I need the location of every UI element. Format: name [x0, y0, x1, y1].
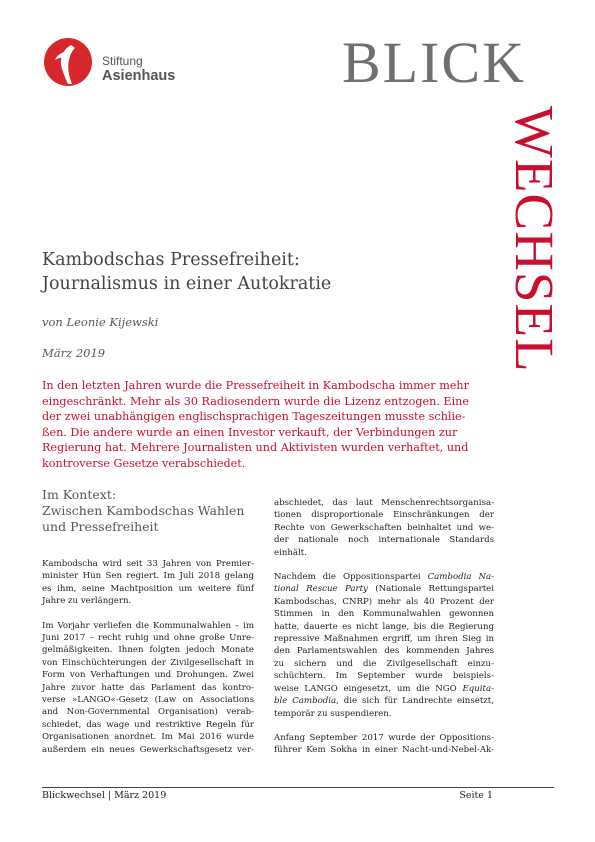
- body-column-left: [42, 558, 254, 768]
- text-line: es ihm, seine Machtposition um weitere fünf: [42, 583, 254, 594]
- title-line-1: Kambodschas Pressefreiheit:: [42, 250, 300, 270]
- masthead-blick: BLICK: [342, 30, 526, 95]
- text-line: Anfang September 2017 wurde der Oppositions-: [274, 732, 494, 743]
- text-line: abschiedet, das laut Menschenrechtsorganisa-: [274, 498, 494, 508]
- logo: [42, 36, 202, 88]
- intro-line: der zwei unabhängigen englischsprachigen Tageszeitungen musste schlie-: [42, 410, 466, 424]
- text-line: [274, 683, 494, 695]
- text-line: einhält.: [274, 547, 307, 558]
- text-line: [274, 670, 494, 682]
- paragraph: [42, 558, 254, 608]
- text-segment: schüchtern. Im September wurde beispiels-: [274, 671, 494, 682]
- article-title: [42, 248, 331, 296]
- context-line: und Pressefreiheit: [42, 519, 159, 534]
- italic-text: ble Cambodia: [274, 696, 337, 707]
- title-line-2: Journalismus in einer Autokratie: [42, 274, 332, 294]
- paragraph: [274, 571, 494, 720]
- text-line: [274, 633, 494, 645]
- text-segment: temporär zu suspendieren.: [274, 708, 392, 719]
- italic-text: Cambodia Na-: [427, 572, 494, 583]
- text-segment: Nachdem die Oppositionspartei: [274, 572, 428, 583]
- text-line: Form von Verhaftungen und Drohungen. Zwei: [42, 670, 254, 681]
- text-line: [274, 645, 494, 657]
- text-segment: den Parlamentswahlen des kommenden Jahres: [274, 646, 494, 657]
- footer-publication: Blickwechsel | März 2019: [42, 790, 167, 801]
- intro-line: In den letzten Jahren wurde die Pressefreiheit in Kambodscha immer mehr: [42, 379, 469, 392]
- text-line: führer Kem Sokha in einer Nacht-und-Nebel-Ak-: [274, 745, 494, 756]
- text-line: Organisationen anordnet. Im Mai 2016 wurde: [42, 732, 254, 743]
- publication-date: März 2019: [42, 346, 106, 360]
- text-line: gelmäßigkeiten. Ihnen folgten jedoch Monate: [42, 645, 254, 656]
- text-line: [274, 621, 494, 633]
- logo-text-stiftung: Stiftung: [102, 54, 143, 68]
- author: von Leonie Kijewski: [42, 315, 159, 329]
- paragraph: [274, 732, 494, 757]
- text-line: Kambodscha wird seit 33 Jahren von Premier-: [42, 559, 254, 569]
- text-line: der nationale noch internationale Standards: [274, 535, 494, 546]
- context-line: Zwischen Kambodschas Wahlen: [42, 503, 245, 518]
- text-line: and Non-Governmental Organisation) verab-: [42, 707, 254, 718]
- text-line: [274, 708, 494, 720]
- intro-paragraph: [42, 378, 554, 472]
- text-segment: weise LANGO eingesetzt, um die NGO: [274, 683, 463, 694]
- paragraph: [42, 620, 254, 756]
- text-line: Rechte von Gewerkschaften beinhaltet und we-: [274, 522, 494, 533]
- text-line: [274, 608, 494, 620]
- text-line: Juni 2017 – recht ruhig und ohne große Unre-: [42, 633, 254, 644]
- stiftung-asienhaus-logo-icon: [42, 36, 94, 88]
- context-line: Im Kontext:: [42, 487, 117, 502]
- text-line: [274, 658, 494, 670]
- text-line: [274, 571, 494, 583]
- text-line: Im Vorjahr verliefen die Kommunalwahlen – im: [42, 620, 254, 631]
- text-segment: repressive Maßnahmen ergriff, um ihren Sieg in: [274, 634, 494, 645]
- intro-line: kontroverse Gesetze verabschiedet.: [42, 456, 246, 470]
- text-line: [274, 583, 494, 595]
- text-line: schiedet, das wage und restriktive Regeln für: [42, 719, 254, 730]
- text-line: außerdem ein neues Gewerkschaftsgesetz ver-: [42, 744, 254, 755]
- text-line: minister Hun Sen regiert. Im Juli 2018 gelang: [42, 571, 254, 582]
- text-segment: Stimmen in den Kommunalwahlen gewonnen: [274, 609, 494, 620]
- text-segment: Kambodschas, CNRP) mehr als 40 Prozent der: [274, 596, 494, 607]
- footer-divider: [42, 787, 554, 788]
- text-line: von Einschüchterungen der Zivilgesellschaft in: [42, 657, 254, 668]
- text-segment: hatte, dauerte es nicht lange, bis die Regierung: [274, 621, 494, 632]
- text-segment: , die sich für Landrechte einsetzt,: [336, 696, 494, 707]
- text-line: verse »LANGO«-Gesetz (Law on Associations: [42, 695, 254, 706]
- intro-line: Regierung hat. Mehrere Journalisten und Aktivisten wurden verhaftet, und: [42, 441, 469, 455]
- italic-text: Equita-: [462, 683, 494, 694]
- italic-text: tional Rescue Party: [274, 584, 368, 595]
- intro-line: eingeschränkt. Mehr als 30 Radiosendern wurde die Lizenz entzogen. Eine: [42, 394, 469, 408]
- text-line: Jahre zu verlängern.: [42, 596, 132, 607]
- body-column-right: [274, 497, 494, 769]
- text-line: Jahre zuvor hatte das Parlament das kontro-: [42, 682, 254, 693]
- text-line: [274, 596, 494, 608]
- text-segment: (Nationale Rettungspartei: [367, 584, 494, 595]
- text-segment: zu sichern und die Zivilgesellschaft einzu-: [274, 658, 494, 669]
- intro-line: ßen. Die andere wurde an einen Investor verkauft, der Verbindungen zur: [42, 425, 458, 439]
- text-line: [274, 695, 494, 707]
- masthead-wechsel: WECHSEL: [504, 106, 565, 373]
- logo-text-asienhaus: Asienhaus: [102, 68, 176, 84]
- context-heading: [42, 487, 252, 535]
- text-line: tionen disproportionale Einschränkungen der: [274, 510, 494, 521]
- paragraph: [274, 497, 494, 559]
- footer-page-number: Seite 1: [459, 790, 493, 801]
